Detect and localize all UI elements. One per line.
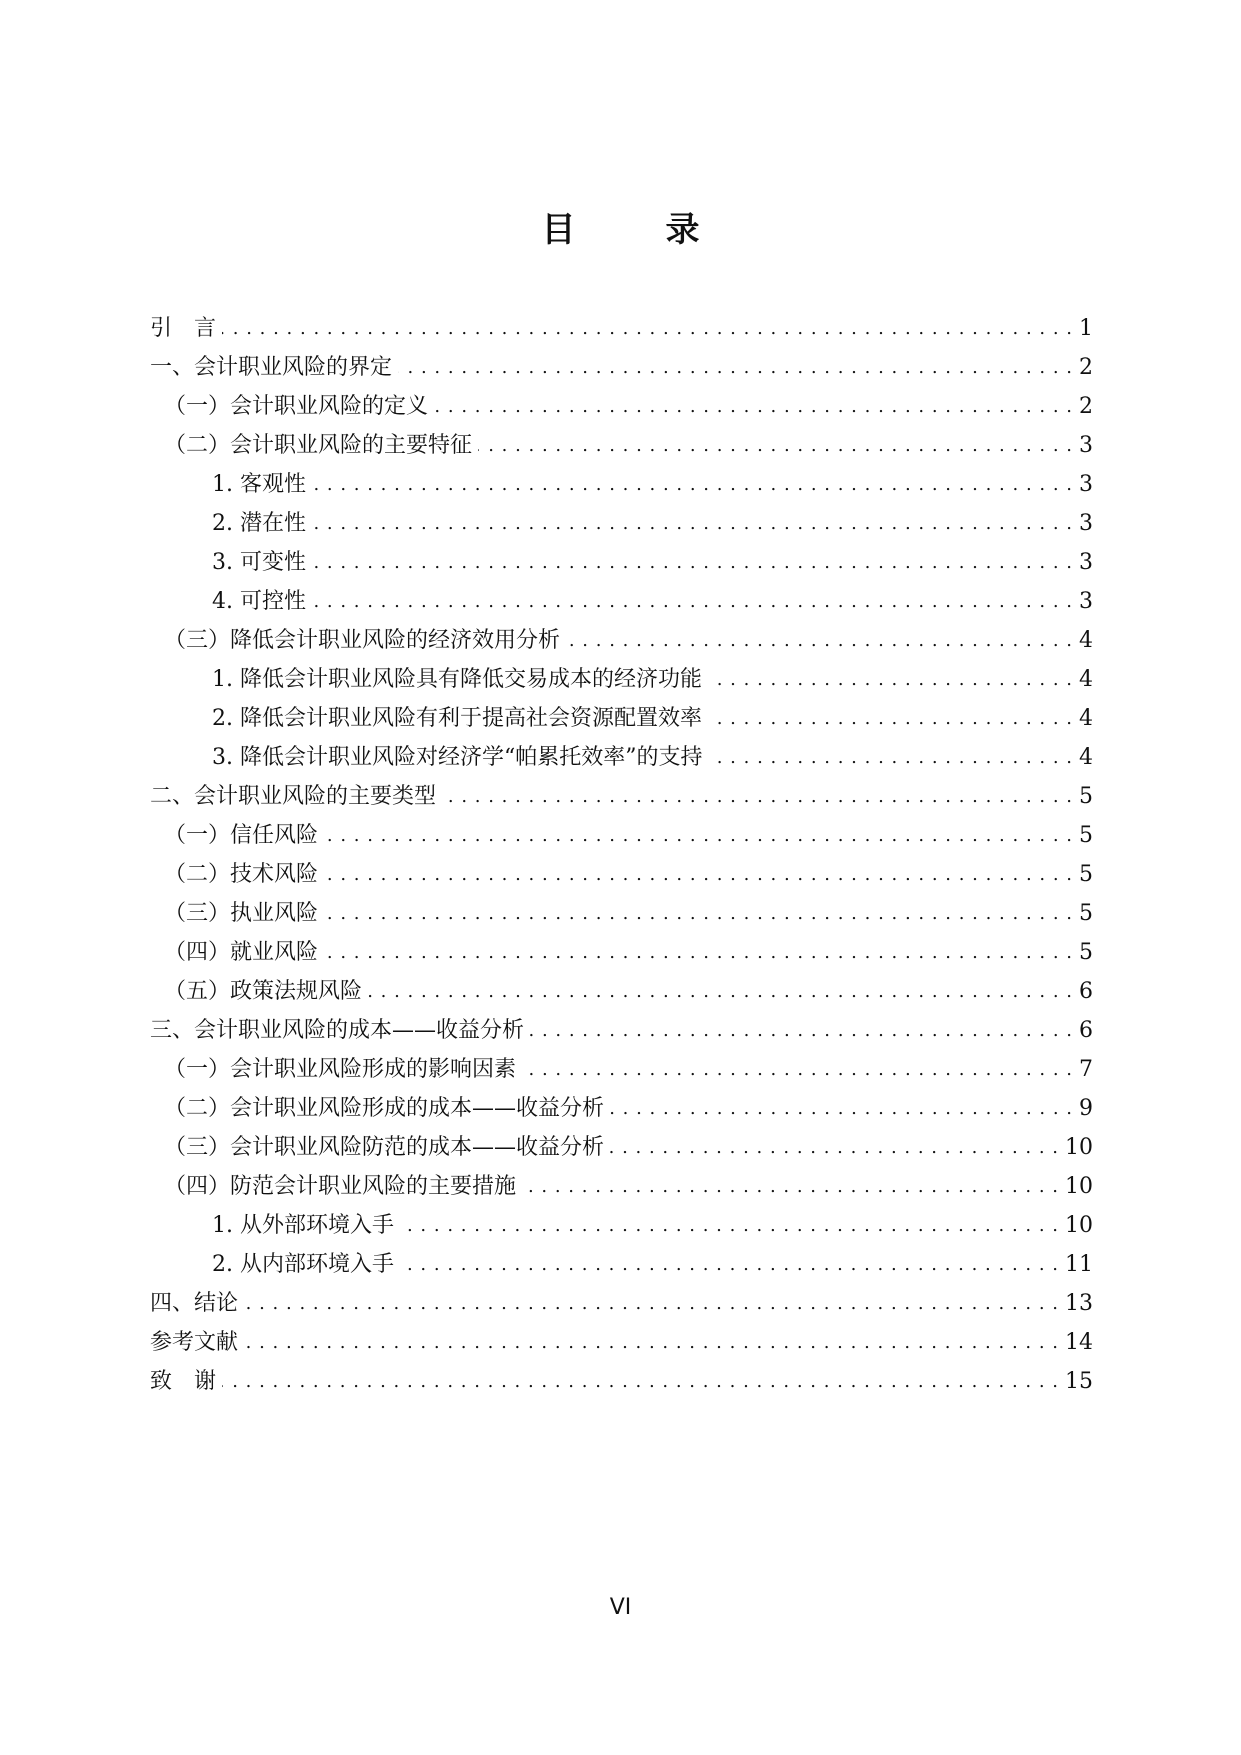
toc-entry[interactable] [150,1323,1093,1362]
toc-entry-label: 3. 降低会计职业风险对经济学“帕累托效率”的支持 [212,744,703,770]
toc-entry[interactable] [150,855,1093,894]
toc-entry[interactable] [150,387,1093,426]
toc-entry-label: （四）防范会计职业风险的主要措施 [164,1173,517,1199]
toc-entry-label: 1. 从外部环境入手 [212,1212,394,1238]
toc-title: 目 录 [541,210,728,250]
toc-entry[interactable] [150,1128,1093,1167]
toc-entry-page: 3 [1079,549,1093,575]
toc-entry-page: 5 [1079,783,1093,809]
toc-entry-page: 4 [1079,627,1093,653]
toc-entry-page: 3 [1079,432,1093,458]
toc-entry-page: 5 [1079,939,1093,965]
toc-entry-label: （三）执业风险 [164,900,319,926]
toc-entry-label: （五）政策法规风险 [164,978,363,1004]
toc-entry-label: （三）降低会计职业风险的经济效用分析 [164,627,561,653]
toc-entry-label: 3. 可变性 [212,549,306,575]
toc-dot-leader [400,1212,1059,1240]
toc-entry-label: （一）会计职业风险的定义 [164,393,429,419]
toc-dot-leader [708,705,1073,733]
toc-entry[interactable] [150,1011,1093,1050]
toc-dot-leader [312,549,1073,577]
toc-entry-label: （一）信任风险 [164,822,319,848]
toc-entry-page: 5 [1079,861,1093,887]
toc-entry-label: （四）就业风险 [164,939,319,965]
toc-entry-label: 四、结论 [150,1290,239,1316]
toc-entry-page: 2 [1079,393,1093,419]
toc-entry-label: 2. 从内部环境入手 [212,1251,394,1277]
toc-dot-leader [312,510,1073,538]
toc-entry-label: 2. 潜在性 [212,510,306,536]
toc-entry-label: （二）技术风险 [164,861,319,887]
toc-entry[interactable] [150,543,1093,582]
toc-entry-label: 引 言 [150,315,217,341]
toc-entry-label: （三）会计职业风险防范的成本——收益分析 [164,1134,605,1160]
toc-entry[interactable] [150,816,1093,855]
toc-entry-page: 3 [1079,471,1093,497]
toc-entry-label: 2. 降低会计职业风险有利于提高社会资源配置效率 [212,705,702,731]
toc-dot-leader [312,471,1073,499]
toc-dot-leader [610,1095,1073,1123]
toc-entry-label: 1. 客观性 [212,471,306,497]
toc-entry[interactable] [150,504,1093,543]
toc-entry[interactable] [150,660,1093,699]
toc-entry-page: 4 [1079,666,1093,692]
toc-entry[interactable] [150,1206,1093,1245]
toc-dot-leader [708,744,1073,772]
toc-entry-label: 参考文献 [150,1329,239,1355]
toc-entry-page: 13 [1065,1290,1093,1316]
toc-dot-leader [222,1368,1059,1396]
toc-entry[interactable] [150,777,1093,816]
toc-dot-leader [244,1329,1059,1357]
toc-dot-leader [324,939,1073,967]
toc-dot-leader [610,1134,1059,1162]
toc-dot-leader [708,666,1073,694]
toc-entry-label: 1. 降低会计职业风险具有降低交易成本的经济功能 [212,666,702,692]
table-of-contents [150,309,1093,1401]
toc-entry[interactable] [150,426,1093,465]
toc-entry-page: 10 [1065,1212,1093,1238]
toc-entry[interactable] [150,972,1093,1011]
toc-entry-page: 7 [1079,1056,1093,1082]
toc-entry-page: 5 [1079,822,1093,848]
toc-entry[interactable] [150,582,1093,621]
toc-dot-leader [478,432,1073,460]
toc-entry[interactable] [150,309,1093,348]
toc-entry-label: 二、会计职业风险的主要类型 [150,783,437,809]
toc-entry-label: 三、会计职业风险的成本——收益分析 [150,1017,525,1043]
toc-entry-page: 5 [1079,900,1093,926]
page-number: VI [609,1595,632,1620]
toc-entry[interactable] [150,699,1093,738]
toc-dot-leader [222,315,1073,343]
toc-entry-page: 2 [1079,354,1093,380]
toc-entry[interactable] [150,621,1093,660]
toc-dot-leader [522,1056,1073,1084]
toc-entry-page: 9 [1079,1095,1093,1121]
toc-entry[interactable] [150,894,1093,933]
toc-entry-page: 10 [1065,1173,1093,1199]
toc-dot-leader [522,1173,1059,1201]
toc-entry-page: 10 [1065,1134,1093,1160]
toc-entry-page: 6 [1079,1017,1093,1043]
toc-dot-leader [244,1290,1059,1318]
toc-entry[interactable] [150,348,1093,387]
toc-dot-leader [442,783,1073,811]
toc-entry-page: 15 [1065,1368,1093,1394]
toc-entry-label: 致 谢 [150,1368,217,1394]
toc-entry-page: 3 [1079,510,1093,536]
toc-entry-label: （二）会计职业风险的主要特征 [164,432,473,458]
toc-dot-leader [324,822,1073,850]
toc-dot-leader [530,1017,1073,1045]
toc-entry[interactable] [150,1089,1093,1128]
toc-entry-page: 4 [1079,744,1093,770]
toc-entry[interactable] [150,1050,1093,1089]
toc-entry[interactable] [150,1167,1093,1206]
toc-dot-leader [434,393,1073,421]
toc-entry[interactable] [150,1245,1093,1284]
toc-entry-page: 1 [1079,315,1093,341]
toc-entry[interactable] [150,738,1093,777]
toc-dot-leader [312,588,1073,616]
toc-dot-leader [324,861,1073,889]
toc-entry[interactable] [150,1284,1093,1323]
toc-dot-leader [400,1251,1059,1279]
toc-entry[interactable] [150,465,1093,504]
toc-entry-page: 4 [1079,705,1093,731]
toc-dot-leader [368,978,1073,1006]
toc-entry-page: 6 [1079,978,1093,1004]
toc-entry-label: （二）会计职业风险形成的成本——收益分析 [164,1095,605,1121]
toc-entry-page: 11 [1065,1251,1093,1277]
toc-entry-page: 14 [1065,1329,1093,1355]
toc-entry-label: 4. 可控性 [212,588,306,614]
toc-dot-leader [398,354,1073,382]
toc-entry-label: 一、会计职业风险的界定 [150,354,393,380]
toc-dot-leader [324,900,1073,928]
toc-entry-label: （一）会计职业风险形成的影响因素 [164,1056,517,1082]
toc-dot-leader [566,627,1073,655]
toc-entry[interactable] [150,1362,1093,1401]
toc-entry[interactable] [150,933,1093,972]
toc-entry-page: 3 [1079,588,1093,614]
